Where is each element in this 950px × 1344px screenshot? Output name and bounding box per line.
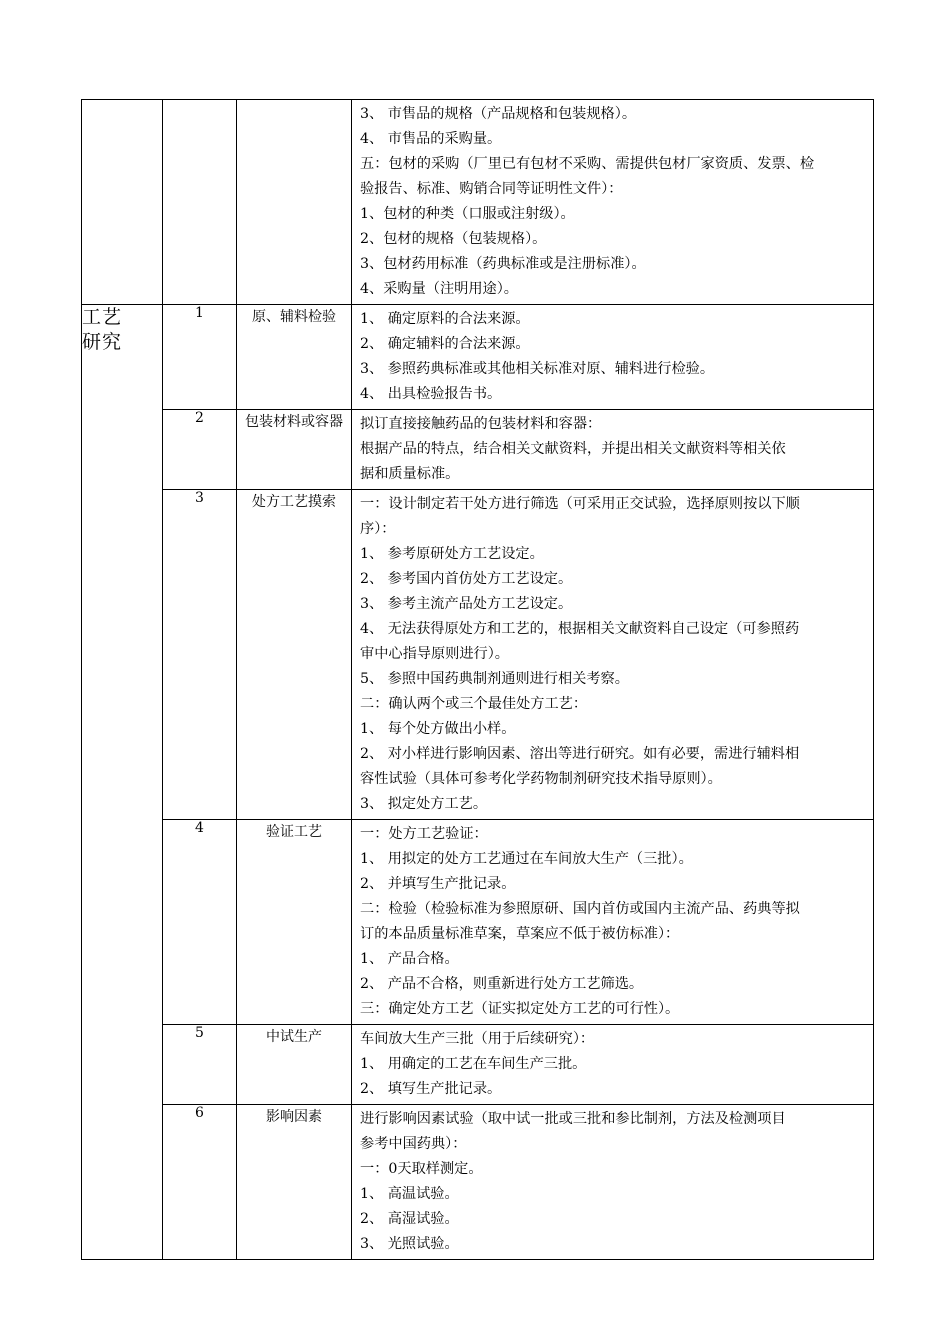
empty-cell [82, 100, 163, 305]
row-item: 验证工艺 [237, 820, 352, 1025]
content-line: 3、 光照试验。 [360, 1236, 459, 1252]
row-number [163, 100, 237, 305]
row-item: 原、辅料检验 [237, 305, 352, 410]
content-line: 序）： [360, 521, 396, 537]
content-line: 容性试验（具体可参考化学药物制剂研究技术指导原则）。 [360, 771, 722, 787]
row-item: 处方工艺摸索 [237, 490, 352, 820]
content-line: 五：包材的采购（厂里已有包材不采购、需提供包材厂家资质、发票、检 [360, 156, 815, 172]
content-line: 一：处方工艺验证： [360, 826, 488, 842]
process-research-table [81, 99, 874, 1260]
content-line: 2、 对小样进行影响因素、溶出等进行研究。如有必要，需进行辅料相 [360, 746, 800, 762]
section-cell [82, 305, 163, 1260]
content-line: 3、包材药用标准（药典标准或是注册标准）。 [360, 256, 646, 272]
content-line: 据和质量标准。 [360, 466, 460, 482]
content-line: 1、 每个处方做出小样。 [360, 721, 516, 737]
content-line: 二：确认两个或三个最佳处方工艺： [360, 696, 588, 712]
content-line: 2、 高湿试验。 [360, 1211, 459, 1227]
content-line: 1、 产品合格。 [360, 951, 459, 967]
content-lines [352, 820, 873, 1024]
row-number: 1 [163, 305, 237, 410]
row-content [352, 1025, 874, 1105]
content-line: 1、包材的种类（口服或注射级）。 [360, 206, 575, 222]
row-item: 影响因素 [237, 1105, 352, 1260]
content-line: 进行影响因素试验（取中试一批或三批和参比制剂，方法及检测项目 [360, 1111, 786, 1127]
content-lines [352, 410, 873, 489]
content-line: 1、 用确定的工艺在车间生产三批。 [360, 1056, 587, 1072]
row-content [352, 820, 874, 1025]
content-line: 一：0天取样测定。 [360, 1161, 483, 1177]
content-line: 2、 参考国内首仿处方工艺设定。 [360, 571, 573, 587]
content-line: 5、 参照中国药典制剂通则进行相关考察。 [360, 671, 629, 687]
section-label-line: 研究 [82, 331, 123, 353]
row-number: 5 [163, 1025, 237, 1105]
table-row [82, 305, 874, 410]
section-label-line: 工艺 [82, 306, 123, 328]
content-line: 审中心指导原则进行）。 [360, 646, 509, 662]
row-item: 包装材料或容器 [237, 410, 352, 490]
table-row [82, 490, 874, 820]
content-line: 1、 确定原料的合法来源。 [360, 311, 530, 327]
content-line: 二：检验（检验标准为参照原研、国内首仿或国内主流产品、药典等拟 [360, 901, 800, 917]
content-line: 2、 产品不合格，则重新进行处方工艺筛选。 [360, 976, 644, 992]
content-line: 一：设计制定若干处方进行筛选（可采用正交试验，选择原则按以下顺 [360, 496, 800, 512]
content-line: 2、 填写生产批记录。 [360, 1081, 502, 1097]
content-line: 1、 用拟定的处方工艺通过在车间放大生产（三批）。 [360, 851, 693, 867]
content-line: 4、采购量（注明用途）。 [360, 281, 518, 297]
table-row [82, 820, 874, 1025]
content-line: 1、 参考原研处方工艺设定。 [360, 546, 544, 562]
content-lines [352, 1105, 873, 1259]
row-item [237, 100, 352, 305]
content-line: 4、 无法获得原处方和工艺的，根据相关文献资料自己设定（可参照药 [360, 621, 800, 637]
row-item: 中试生产 [237, 1025, 352, 1105]
row-content [352, 490, 874, 820]
content-line: 车间放大生产三批（用于后续研究）： [360, 1031, 595, 1047]
content-line: 参考中国药典）： [360, 1136, 467, 1152]
table-row [82, 100, 874, 305]
content-line: 1、 高温试验。 [360, 1186, 459, 1202]
table-row [82, 1105, 874, 1260]
content-line: 订的本品质量标准草案，草案应不低于被仿标准）： [360, 926, 680, 942]
content-lines [352, 1025, 873, 1104]
row-content [352, 410, 874, 490]
content-lines [352, 305, 873, 409]
row-content [352, 100, 874, 305]
content-line: 4、 市售品的采购量。 [360, 131, 502, 147]
content-line: 3、 参考主流产品处方工艺设定。 [360, 596, 573, 612]
row-number: 6 [163, 1105, 237, 1260]
content-line: 2、 确定辅料的合法来源。 [360, 336, 530, 352]
row-number: 4 [163, 820, 237, 1025]
content-line: 验报告、标准、购销合同等证明性文件）： [360, 181, 623, 197]
content-line: 3、 市售品的规格（产品规格和包装规格）。 [360, 106, 637, 122]
content-line: 3、 参照药典标准或其他相关标准对原、辅料进行检验。 [360, 361, 715, 377]
row-content [352, 305, 874, 410]
content-line: 2、 并填写生产批记录。 [360, 876, 516, 892]
content-lines [352, 100, 873, 304]
content-line: 3、 拟定处方工艺。 [360, 796, 488, 812]
table-row [82, 1025, 874, 1105]
content-line: 4、 出具检验报告书。 [360, 386, 502, 402]
row-number: 2 [163, 410, 237, 490]
content-line: 三：确定处方工艺（证实拟定处方工艺的可行性）。 [360, 1001, 680, 1017]
section-label [82, 305, 162, 355]
content-line: 根据产品的特点，结合相关文献资料，并提出相关文献资料等相关依 [360, 441, 786, 457]
table-row [82, 410, 874, 490]
content-lines [352, 490, 873, 819]
row-content [352, 1105, 874, 1260]
content-line: 2、包材的规格（包装规格）。 [360, 231, 547, 247]
row-number: 3 [163, 490, 237, 820]
content-line: 拟订直接接触药品的包装材料和容器： [360, 416, 602, 432]
